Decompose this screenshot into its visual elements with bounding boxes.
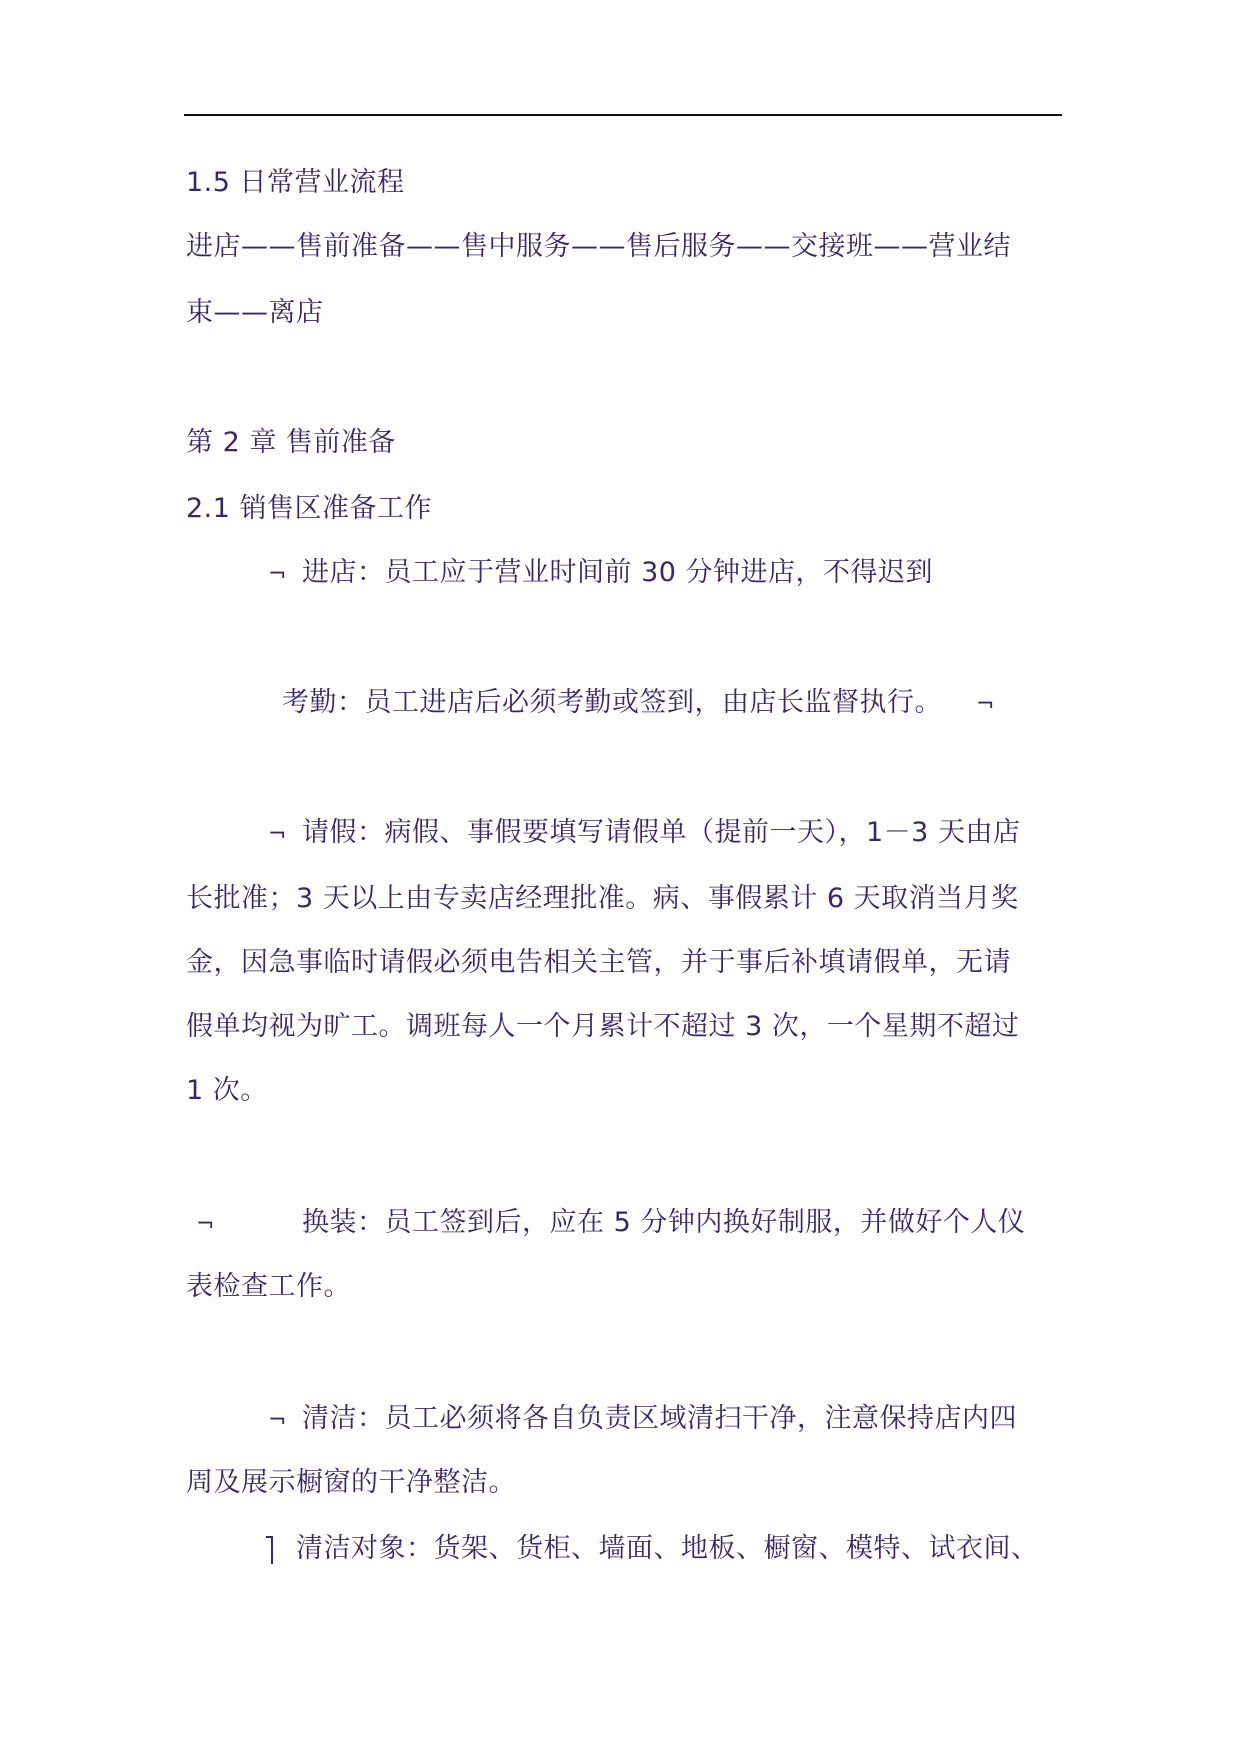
flow-line-1: 进店——售前准备——售中服务——售后服务——交接班——营业结 [186,231,1011,262]
bullet-mark: ¬ [268,1408,287,1433]
item-change-line-1: 换装：员工签到后，应在 5 分钟内换好制服，并做好个人仪 [302,1207,1026,1238]
bullet-mark: ¬ [976,692,995,717]
section-1-5-title: 1.5 日常营业流程 [186,167,405,198]
section-2-1-title: 2.1 销售区准备工作 [186,493,433,524]
flow-line-2: 束——离店 [186,297,324,328]
item-enter: 进店：员工应于营业时间前 30 分钟进店，不得迟到 [302,557,934,588]
item-leave-line-2: 长批准；3 天以上由专卖店经理批准。病、事假累计 6 天取消当月奖 [186,883,1019,914]
sub-bullet-bracket [266,1536,273,1564]
bullet-mark: ¬ [268,562,287,587]
item-leave-line-4: 假单均视为旷工。调班每人一个月累计不超过 3 次，一个星期不超过 [186,1011,1020,1042]
item-clean-line-1: 清洁：员工必须将各自负责区域清扫干净，注意保持店内四 [302,1403,1017,1434]
item-leave-line-5: 1 次。 [186,1075,268,1106]
bullet-mark: ¬ [268,822,287,847]
item-clean-line-2: 周及展示橱窗的干净整洁。 [186,1467,516,1498]
header-rule [184,114,1062,116]
item-leave-line-1: 请假：病假、事假要填写请假单（提前一天），1－3 天由店 [302,817,1021,848]
item-clean-targets: 清洁对象：货架、货柜、墙面、地板、橱窗、模特、试衣间、 [296,1533,1039,1564]
bullet-mark: ¬ [196,1212,215,1237]
item-change-line-2: 表检查工作。 [186,1271,351,1302]
item-leave-line-3: 金，因急事临时请假必须电告相关主管，并于事后补填请假单，无请 [186,947,1011,978]
item-attendance: 考勤：员工进店后必须考勤或签到，由店长监督执行。 [282,687,942,718]
chapter-2-title: 第 2 章 售前准备 [186,427,396,458]
